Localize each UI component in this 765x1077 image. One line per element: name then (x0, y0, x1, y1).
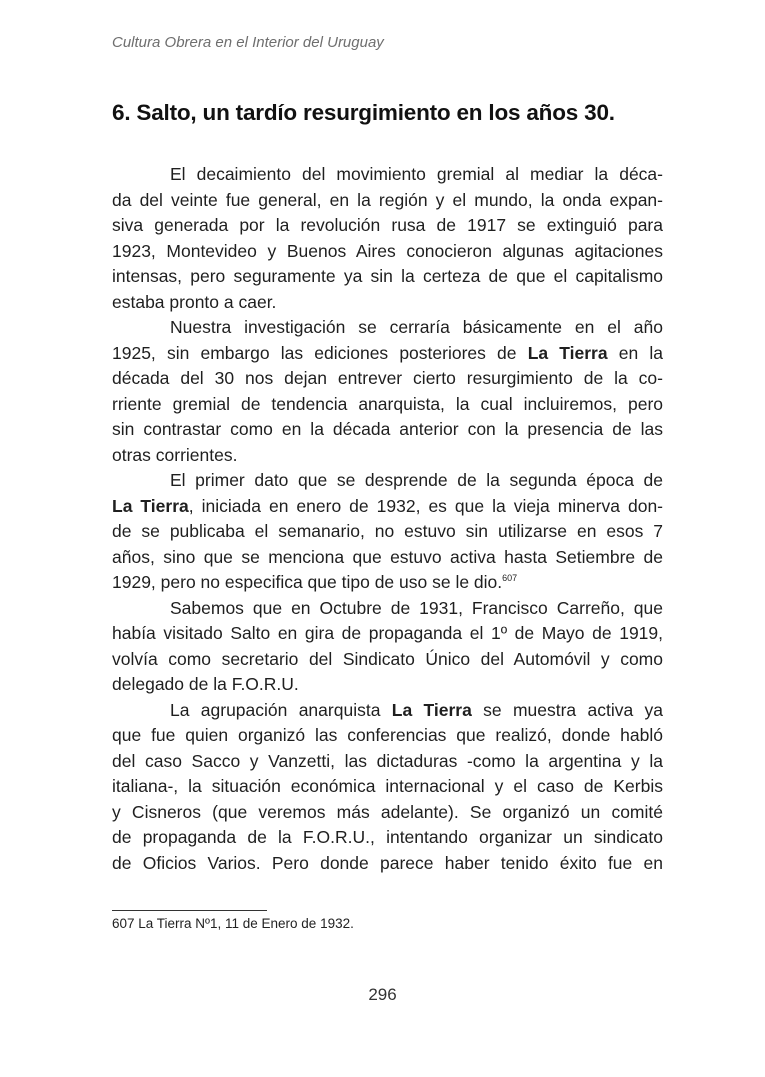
text-segment: sin contrastar como en la década anterior con la presencia de las (112, 419, 663, 439)
text-segment: años, sino que se menciona que estuvo activa hasta Setiembre de (112, 546, 663, 567)
text-line (112, 647, 663, 673)
text-segment: , iniciada en enero de 1932, es que la vieja minerva don- (188, 495, 663, 516)
text-line (112, 213, 663, 239)
running-head: Cultura Obrera en el Interior del Uruguay (112, 34, 384, 51)
text-segment: de se publicaba el semanario, no estuvo sin utilizarse en esos 7 (112, 521, 663, 541)
text-line (112, 366, 663, 392)
text-line (112, 519, 663, 545)
text-segment: se muestra activa ya (471, 699, 663, 720)
text-line (112, 545, 663, 571)
text-line (112, 264, 663, 290)
text-segment: El primer dato que se desprende de la segunda época de (170, 470, 663, 490)
paragraph (112, 162, 663, 315)
paragraph (112, 315, 663, 468)
paragraph (112, 596, 663, 698)
paragraph (112, 468, 663, 596)
text-segment: de propaganda de la F.O.R.U., intentando organizar un sindicato (112, 827, 663, 847)
newspaper-title: La Tierra (112, 495, 189, 516)
text-line (112, 621, 663, 647)
text-line (112, 443, 663, 469)
text-segment: rriente gremial de tendencia anarquista, la cual incluiremos, pero (112, 393, 663, 414)
text-line (112, 825, 663, 851)
footnote-rule (112, 910, 267, 911)
text-line (112, 239, 663, 265)
text-segment: intensas, pero seguramente ya sin la certeza de que el capitalismo (112, 266, 663, 286)
text-segment: La agrupación anarquista (170, 699, 392, 720)
text-line (112, 698, 663, 724)
text-segment: volvía como secretario del Sindicato Único del Automóvil y como (112, 648, 663, 669)
body-text (112, 162, 663, 876)
text-segment: en la (607, 342, 663, 363)
text-line (112, 851, 663, 877)
text-line (112, 468, 663, 494)
paragraph (112, 698, 663, 877)
text-segment: que fue quien organizó las conferencias que realizó, donde habló (112, 725, 663, 745)
newspaper-title: La Tierra (391, 699, 472, 720)
text-line (112, 749, 663, 775)
text-line (112, 672, 663, 698)
chapter-title: 6. Salto, un tardío resurgimiento en los años 30. (112, 100, 615, 125)
text-segment: había visitado Salto en gira de propaganda el 1º de Mayo de 1919, (112, 623, 663, 643)
footnote-reference: 607 (502, 573, 518, 583)
text-segment: y Cisneros (que veremos más adelante). Se organizó un comité (112, 801, 663, 822)
footnote: 607 La Tierra Nº1, 11 de Enero de 1932. (112, 916, 354, 931)
text-segment: otras corrientes. (112, 444, 238, 465)
text-line (112, 162, 663, 188)
text-line (112, 800, 663, 826)
text-segment: italiana-, la situación económica internacional y el caso de Kerbis (112, 776, 663, 796)
text-line (112, 774, 663, 800)
text-segment: 1925, sin embargo las ediciones posteriores de (112, 342, 528, 363)
text-segment: Nuestra investigación se cerraría básicamente en el año (170, 317, 663, 337)
text-segment: siva generada por la revolución rusa de 1917 se extinguió para (112, 215, 663, 235)
text-line (112, 341, 663, 367)
text-segment: da del veinte fue general, en la región y el mundo, la onda expan- (112, 189, 663, 210)
text-line (112, 596, 663, 622)
text-segment: del caso Sacco y Vanzetti, las dictaduras -como la argentina y la (112, 750, 663, 771)
text-segment: 1929, pero no especifica que tipo de uso se le dio. (112, 572, 503, 592)
text-line (112, 188, 663, 214)
text-segment: de Oficios Varios. Pero donde parece haber tenido éxito fue en (112, 852, 663, 873)
newspaper-title: La Tierra (527, 342, 608, 363)
text-line (112, 315, 663, 341)
page-number: 296 (368, 985, 397, 1004)
text-segment: Sabemos que en Octubre de 1931, Francisco Carreño, que (170, 597, 663, 618)
text-segment: estaba pronto a caer. (112, 291, 277, 312)
text-segment: 1923, Montevideo y Buenos Aires conocieron algunas agitaciones (112, 240, 663, 261)
text-line (112, 392, 663, 418)
text-line (112, 290, 663, 316)
text-line (112, 723, 663, 749)
text-segment: década del 30 nos dejan entrever cierto resurgimiento de la co- (112, 368, 663, 388)
text-line (112, 417, 663, 443)
text-line (112, 570, 663, 596)
text-segment: delegado de la F.O.R.U. (112, 674, 299, 694)
text-line (112, 494, 663, 520)
text-segment: El decaimiento del movimiento gremial al mediar la déca- (170, 164, 663, 184)
